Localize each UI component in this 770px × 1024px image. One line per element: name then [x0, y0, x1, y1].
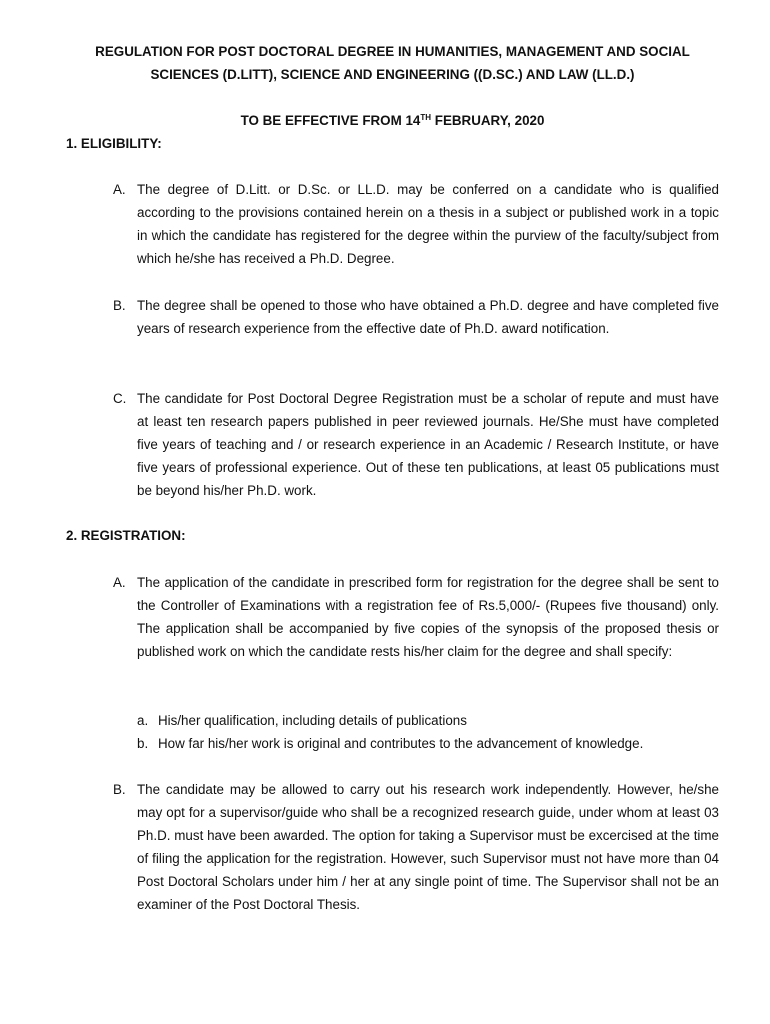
document-title — [60, 40, 725, 86]
section-heading-registration: 2. REGISTRATION: — [66, 528, 186, 543]
item-text: The degree of D.Litt. or D.Sc. or LL.D. may be conferred on a candidate who is qualified according to the provisions contained herein on a thesis in a subject or published work in a topic in which the candidate has registered for the degree within the purview of the faculty/subject from which he/she has received a Ph.D. Degree. — [137, 182, 719, 266]
registration-item-b — [113, 778, 719, 916]
registration-subitem-a — [137, 709, 727, 732]
title-line-2: SCIENCES (D.LITT), SCIENCE AND ENGINEERING ((D.SC.) AND LAW (LL.D.) — [150, 67, 635, 82]
subitem-marker: b. — [137, 736, 149, 751]
item-marker: A. — [113, 182, 126, 197]
item-marker: B. — [113, 298, 126, 313]
subitem-marker: a. — [137, 713, 149, 728]
item-marker: C. — [113, 391, 127, 406]
item-marker: A. — [113, 575, 126, 590]
item-text: The candidate may be allowed to carry out his research work independently. However, he/she may opt for a supervisor/guide who shall be a recognized research guide, under whom at least 03 Ph.D. must have been awarded. The option for taking a Supervisor must be excercised at the time of filing the application for the registration. However, such Supervisor must not have more than 04 Post Doctoral Scholars under him / her at any single point of time. The Supervisor shall not be an examiner of the Post Doctoral Thesis. — [137, 782, 719, 912]
title-line-1: REGULATION FOR POST DOCTORAL DEGREE IN HUMANITIES, MANAGEMENT AND SOCIAL — [95, 44, 690, 59]
item-text: The application of the candidate in prescribed form for registration for the degree shall be sent to the Controller of Examinations with a registration fee of Rs.5,000/- (Rupees five thousand) only. The application shall be accompanied by five copies of the synopsis of the proposed thesis or published work on which the candidate rests his/her claim for the degree and shall specify: — [137, 575, 719, 659]
item-text: The degree shall be opened to those who have obtained a Ph.D. degree and have completed five years of research experience from the effective date of Ph.D. award notification. — [137, 298, 719, 336]
effective-suffix: FEBRUARY, 2020 — [431, 113, 545, 128]
item-text: The candidate for Post Doctoral Degree Registration must be a scholar of repute and must have at least ten research papers published in peer reviewed journals. He/She must have completed five years of teaching and / or research experience in an Academic / Research Institute, or have five years of professional experience. Out of these ten publications, at least 05 publications must be beyond his/her Ph.D. work. — [137, 391, 719, 498]
eligibility-item-b — [113, 294, 719, 340]
registration-item-a — [113, 571, 719, 663]
effective-superscript: TH — [420, 113, 432, 122]
item-marker: B. — [113, 782, 126, 797]
section-heading-eligibility: 1. ELIGIBILITY: — [66, 136, 162, 151]
effective-prefix: TO BE EFFECTIVE FROM 14 — [240, 113, 421, 128]
subitem-text: How far his/her work is original and contributes to the advancement of knowledge. — [158, 736, 644, 751]
effective-date — [60, 112, 725, 130]
subitem-text: His/her qualification, including details of publications — [158, 713, 467, 728]
registration-subitem-b — [137, 732, 727, 755]
eligibility-item-a — [113, 178, 719, 270]
eligibility-item-c — [113, 387, 719, 502]
